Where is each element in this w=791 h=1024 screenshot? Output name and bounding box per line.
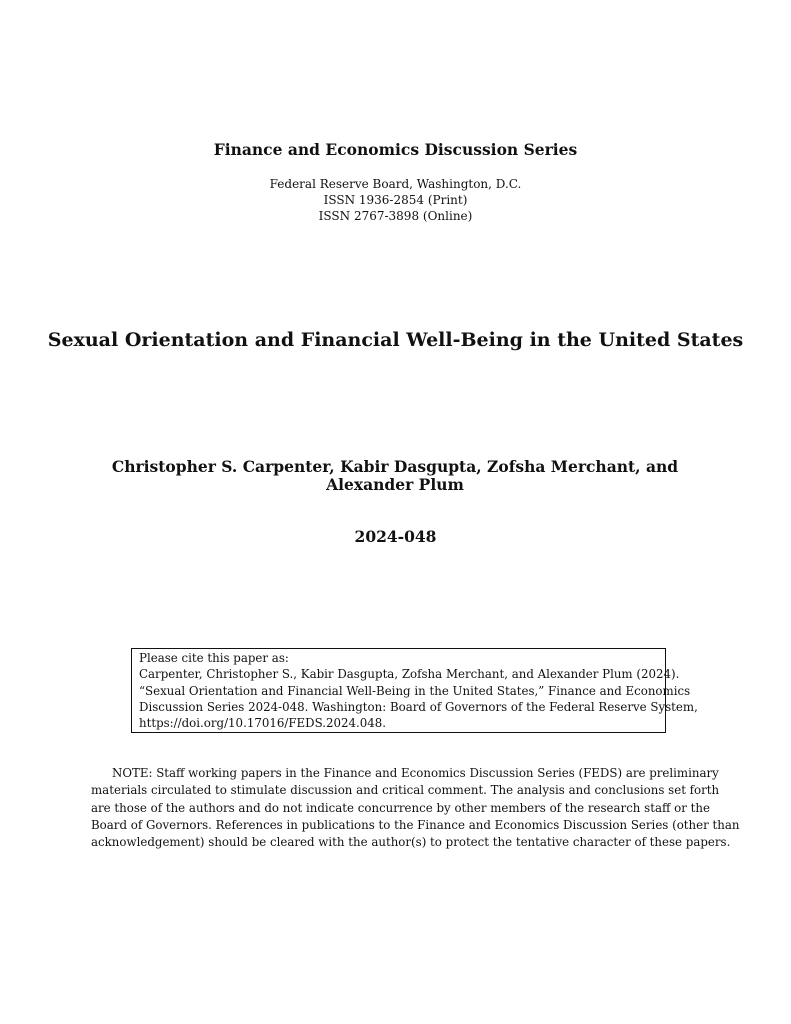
note-line: Board of Governors. References in publications to the Finance and Economics Discussion Series (other than <box>91 817 740 832</box>
series-title: Finance and Economics Discussion Series <box>213 140 578 159</box>
issn-print: ISSN 1936-2854 (Print) <box>323 193 468 207</box>
citation-line: “Sexual Orientation and Financial Well-Being in the United States,” Finance and Economics <box>139 683 691 698</box>
note-line: NOTE: Staff working papers in the Finance and Economics Discussion Series (FEDS) are preliminary <box>112 766 719 780</box>
note-line: materials circulated to stimulate discussion and critical comment. The analysis and conclusions set forth <box>91 783 720 798</box>
paper-authors: Christopher S. Carpenter, Kabir Dasgupta, Zofsha Merchant, and Alexander Plum <box>111 457 679 494</box>
staff-note <box>91 765 740 851</box>
note-line: acknowledgement) should be cleared with the author(s) to protect the tentative character of these papers. <box>91 835 731 850</box>
paper-number: 2024-048 <box>354 527 437 546</box>
citation-line: Discussion Series 2024-048. Washington: Board of Governors of the Federal Reserve System, <box>139 699 698 714</box>
citation-line: Carpenter, Christopher S., Kabir Dasgupta, Zofsha Merchant, and Alexander Plum (2024). <box>139 667 680 682</box>
publisher-location: Federal Reserve Board, Washington, D.C. <box>269 177 522 191</box>
citation-doi-link[interactable]: https://doi.org/10.17016/FEDS.2024.048. <box>139 716 387 731</box>
issn-online: ISSN 2767-3898 (Online) <box>318 209 473 223</box>
paper-title: Sexual Orientation and Financial Well-Being in the United States <box>47 329 744 351</box>
publisher-info <box>0 176 791 224</box>
citation-box <box>131 648 698 733</box>
citation-line: Please cite this paper as: <box>139 651 289 665</box>
note-line: are those of the authors and do not indicate concurrence by other members of the research staff or the <box>91 800 710 815</box>
